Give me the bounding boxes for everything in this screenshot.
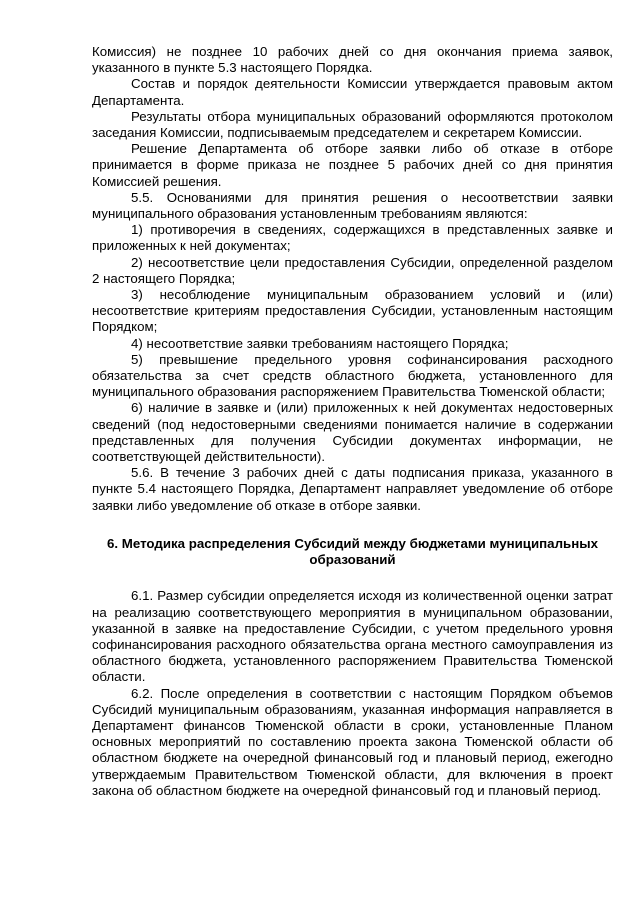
paragraph-selection-results: Результаты отбора муниципальных образований оформляются протоколом заседания Комиссии, подписываемым председателем и секретарем Комиссии. [92,108,613,141]
paragraph-5-5: 5.5. Основаниями для принятия решения о несоответствии заявки муниципального образования установленным требованиям являются: [92,189,613,222]
section-6-heading: 6. Методика распределения Субсидий между бюджетами муниципальных образований [107,535,598,568]
list-item-5-5-5: 5) превышение предельного уровня софинансирования расходного обязательства за счет средств областного бюджета, установленного для муниципального образования распоряжением Правительства Тюменской области; [92,351,613,400]
paragraph-commission-composition: Состав и порядок деятельности Комиссии утверждается правовым актом Департамента. [92,76,613,108]
list-item-5-5-3: 3) несоблюдение муниципальным образованием условий и (или) несоответствие критериям предоставления Субсидии, установленным настоящим Порядком; [92,287,613,335]
list-item-5-5-1: 1) противоречия в сведениях, содержащихся в представленных заявке и приложенных к ней документах; [92,222,613,254]
paragraph-department-decision: Решение Департамента об отборе заявки либо об отказе в отборе принимается в форме приказа не позднее 5 рабочих дней со дня принятия Комиссией решения. [92,141,613,189]
paragraph-5-6: 5.6. В течение 3 рабочих дней с даты подписания приказа, указанного в пункте 5.4 настоящего Порядка, Департамент направляет уведомление об отборе заявки либо уведомление об отказе в отборе заявки. [92,465,613,513]
paragraph-6-2: 6.2. После определения в соответствии с настоящим Порядком объемов Субсидий муниципальным образованиям, указанная информация направляется в Департамент финансов Тюменской области в сроки, установленные Планом основных мероприятий по составлению проекта закона Тюменской области об областном бюджете на очередной финансовый год и плановый период, ежегодно утверждаемым Правительством Тюменской области, для включения в проект закона об областном бюджете на очередной финансовый год и плановый период. [92,685,613,798]
list-item-5-5-4: 4) несоответствие заявки требованиям настоящего Порядка; [131,335,509,351]
list-item-5-5-6: 6) наличие в заявке и (или) приложенных к ней документах недостоверных сведений (под недостоверными сведениями понимается наличие в содержании представленных для получения Субсидии документах информации, не соответствующей действительности). [92,400,613,465]
paragraph-commission-deadline: Комиссия) не позднее 10 рабочих дней со дня окончания приема заявок, указанного в пункте 5.3 настоящего Порядка. [92,44,613,76]
paragraph-6-1: 6.1. Размер субсидии определяется исходя из количественной оценки затрат на реализацию соответствующего мероприятия в муниципальном образовании, указанной в заявке на предоставление Субсидии, с учетом предельного уровня софинансирования расходного обязательства органа местного самоуправления из областного бюджета, установленного распоряжением Правительства Тюменской области. [92,588,613,685]
list-item-5-5-2: 2) несоответствие цели предоставления Субсидии, определенной разделом 2 настоящего Порядка; [92,254,613,286]
